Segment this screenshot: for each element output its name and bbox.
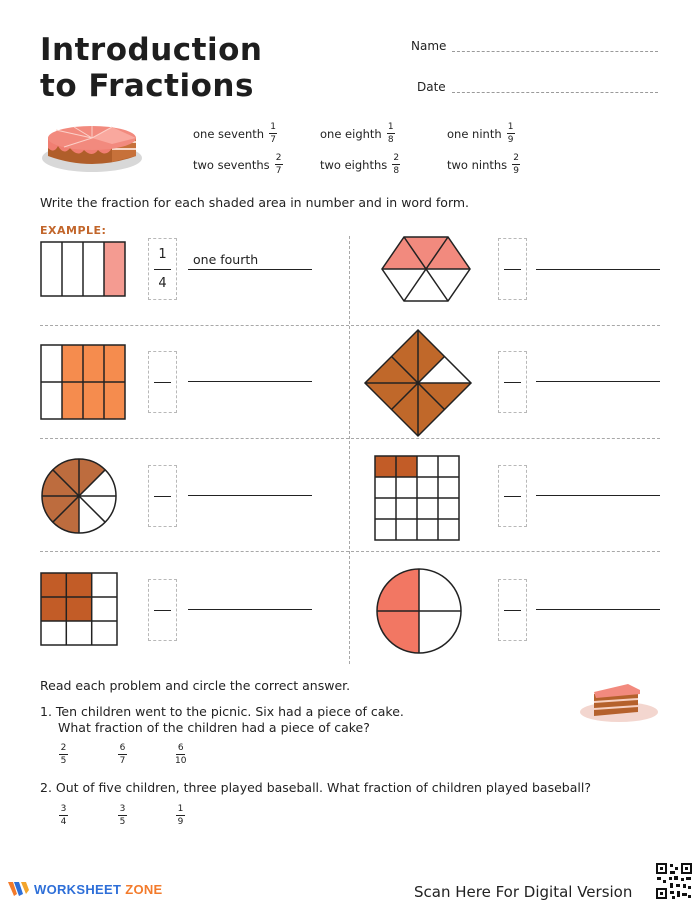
fraction-answer-box[interactable] [498,579,527,641]
fraction-answer-box[interactable] [148,351,177,413]
square-grid-3x3-shape [40,572,118,646]
word-answer-line[interactable] [536,495,660,496]
fraction: $\frac{2}{9}$ [513,153,520,176]
row-divider [40,325,660,326]
problems-instructions: Read each problem and circle the correct answer. [40,678,351,693]
title-line-2: to Fractions [40,68,254,104]
rectangle-grid-shape [40,344,126,420]
answer-choice[interactable]: 6 10 [175,743,187,766]
example-rectangle-shape [40,241,126,297]
fraction-answer-box[interactable] [498,465,527,527]
example-word-answer: one fourth [193,252,259,267]
brand-logo [8,880,163,898]
answer-choice[interactable]: 3 5 [119,804,126,827]
word-answer-line[interactable] [536,269,660,270]
square-grid-4x4-shape [374,455,460,541]
vocab-item: two ninths $\frac{2}{9}$ [447,153,520,176]
example-fraction-box: 1 4 [148,238,177,300]
fraction-answer-box[interactable] [148,579,177,641]
question-2: 2. Out of five children, three played baseball. What fraction of children played baseball? [40,780,591,795]
word-answer-line[interactable] [188,495,312,496]
scan-caption: Scan Here For Digital Version [414,883,633,901]
fraction: $\frac{2}{8}$ [393,153,400,176]
diamond-shape [363,328,473,438]
fraction-answer-box[interactable] [498,351,527,413]
vocab-item: one ninth $\frac{1}{9}$ [447,122,514,145]
brand-name-part-1: WORKSHEET [34,881,122,897]
answer-choice[interactable]: 1 9 [177,804,184,827]
vocab-item: one seventh $\frac{1}{7}$ [193,122,276,145]
name-field[interactable] [452,51,658,52]
vocab-item: two eighths $\frac{2}{8}$ [320,153,400,176]
row-divider [40,438,660,439]
answer-choice[interactable]: 2 5 [60,743,67,766]
answer-choice[interactable]: 3 4 [60,804,67,827]
row-divider [40,551,660,552]
worksheet-zone-logo-icon [8,880,30,898]
date-field[interactable] [452,92,658,93]
cake-illustration [36,118,148,176]
fraction: $\frac{1}{7}$ [270,122,276,145]
word-answer-line[interactable] [536,381,660,382]
question-1-line-2: What fraction of the children had a piece of cake? [58,720,370,735]
fraction-answer-box[interactable] [498,238,527,300]
fraction-answer-box[interactable] [148,465,177,527]
column-divider [349,236,350,664]
brand-name-part-2: ZONE [125,881,163,897]
date-label: Date [417,80,446,94]
word-answer-line[interactable] [188,381,312,382]
cake-slice-illustration [578,682,660,724]
vocab-item: one eighth $\frac{1}{8}$ [320,122,394,145]
hexagon-shape [380,236,472,302]
qr-code-icon[interactable] [655,862,693,900]
circle-slices-shape [40,457,118,535]
title-line-1: Introduction [40,32,263,68]
fraction: $\frac{2}{7}$ [275,153,282,176]
vocab-item: two sevenths $\frac{2}{7}$ [193,153,282,176]
fraction: $\frac{1}{8}$ [387,122,394,145]
question-1-line-1: 1. Ten children went to the picnic. Six had a piece of cake. [40,704,404,719]
example-label: EXAMPLE: [40,224,107,237]
name-label: Name [411,39,447,53]
word-answer-line[interactable] [188,609,312,610]
page-title [40,32,262,104]
word-answer-line[interactable] [536,609,660,610]
fraction: $\frac{1}{9}$ [507,122,514,145]
answer-choice[interactable]: 6 7 [119,743,126,766]
answer-line [188,269,312,270]
circle-quarters-shape [375,567,463,655]
instructions: Write the fraction for each shaded area in number and in word form. [40,195,470,210]
